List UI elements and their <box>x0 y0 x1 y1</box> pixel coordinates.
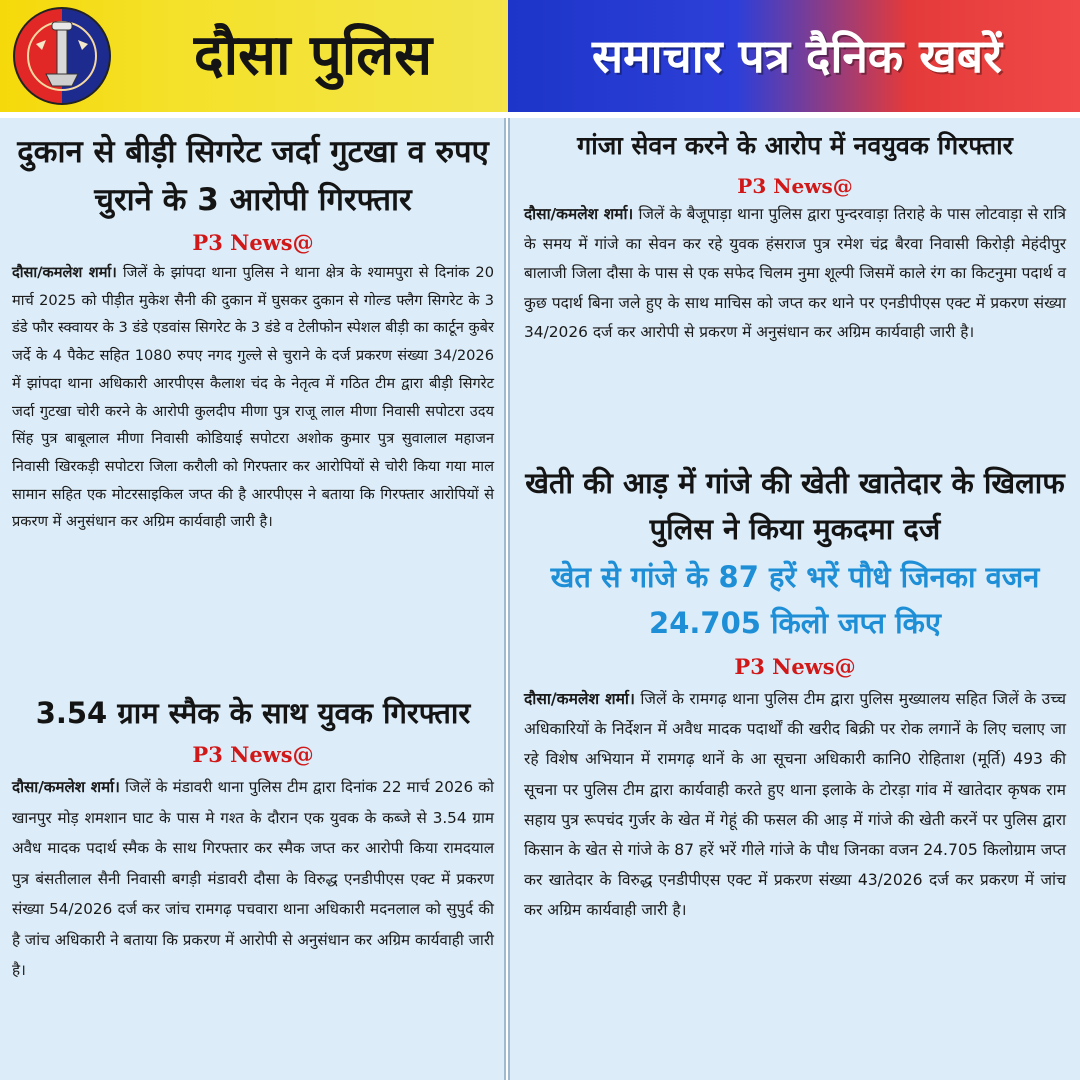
article-2-text <box>12 772 494 986</box>
article-1-headline: दुकान से बीड़ी सिगरेट जर्दा गुटखा व रुपए चुराने के 3 आरोपी गिरफ्तार <box>17 134 489 218</box>
article-1 <box>12 128 494 536</box>
article-2-headline: 3.54 ग्राम स्मैक के साथ युवक गिरफ्तार <box>35 696 471 730</box>
article-4-headline: खेती की आड़ में गांजे की खेती खातेदार के खिलाफ पुलिस ने किया मुकदमा दर्ज <box>525 466 1065 546</box>
masthead-title: दौसा पुलिस <box>193 23 433 88</box>
article-2-byline: दौसा/कमलेश शर्मा। <box>12 778 120 796</box>
police-emblem-icon <box>6 4 118 108</box>
left-column <box>0 118 506 1080</box>
article-3-byline: दौसा/कमलेश शर्मा। <box>524 205 634 223</box>
article-4-subheadline: खेत से गांजे के 87 हरें भरें पौधे जिनका वजन 24.705 किलो जप्त किए <box>550 560 1040 640</box>
article-1-source: P3 News@ <box>192 230 314 255</box>
article-3 <box>524 126 1066 348</box>
article-4 <box>524 460 1066 926</box>
article-2-body: जिलें के मंडावरी थाना पुलिस टीम द्वारा दिनांक 22 मार्च 2026 को खानपुर मोड़ शमशान घाट के पास मे गश्त के दौरान एक युवक के कब्जे से 3.54 ग्राम अवैध मादक पदार्थ स्मैक के साथ गिरफ्तार कर स्मैक जप्त कर आरोपी किया रामदयाल पुत्र बंसतीलाल सैनी निवासी बगड़ी मंडावरी दौसा के विरुद्ध एनडीपीएस एक्ट में प्रकरण संख्या 54/2026 दर्ज कर जांच रामगढ़ पचवारा थाना अधिकारी मदनलाल को सुपुर्द की है जांच अधिकारी ने बताया कि प्रकरण में आरोपी से अनुसंधान कर अग्रिम कार्यवाही जारी है। <box>12 778 494 979</box>
article-4-text <box>524 684 1066 926</box>
masthead <box>0 0 1080 112</box>
article-1-body: जिलें के झांपदा थाना पुलिस ने थाना क्षेत्र के श्यामपुरा से दिनांक 20 मार्च 2025 को पीड़ीत मुकेश सैनी की दुकान में घुसकर दुकान से गोल्ड फ्लैग सिगरेट के 3 डंडे फौर स्क्वायर के 3 डंडे एडवांस सिगरेट के 3 डंडे व टेलीफोन स्पेशल बीड़ी का कार्टून कुबेर जर्दे के 4 पैकेट सहित 1080 रुपए नगद गुल्ले से चुराने के दर्ज प्रकरण संख्या 34/2026 में झांपदा थाना अधिकारी आरपीएस कैलाश चंद के नेतृत्व में गठित टीम द्वारा बीड़ी सिगरेट जर्दा गुटखा चोरी करने के आरोपी कुलदीप मीणा पुत्र राजू लाल मीणा निवासी सपोटरा उदय सिंह पुत्र बाबूलाल मीणा निवासी कोडियाई सपोटरा अशोक कुमार पुत्र सुवालाल महाजन निवासी खिरकड़ी सपोटरा जिला करौली को गिरफ्तार कर आरोपियों से चोरी किया गया माल सामान सहित एक मोटरसाइकिल जप्त की है आरपीएस ने बताया कि गिरफ्तार आरोपियों से प्रकरण में अनुसंधान कर अग्रिम कार्यवाही जारी है। <box>12 264 494 531</box>
article-1-byline: दौसा/कमलेश शर्मा। <box>12 264 117 281</box>
right-column <box>508 118 1080 1080</box>
article-2 <box>12 690 494 986</box>
masthead-subtitle: समाचार पत्र दैनिक खबरें <box>592 29 1002 83</box>
article-2-source: P3 News@ <box>192 742 314 767</box>
article-3-text <box>524 200 1066 348</box>
article-4-body: जिलें के रामगढ़ थाना पुलिस टीम द्वारा पुलिस मुख्यालय सहित जिलें के उच्च अधिकारियों के निर्देशन में अवैध मादक पदार्थों की खरीद बिक्री पर रोक लगानें के लिए चलाए जा रहे विशेष अभियान में रामगढ़ थानें के आ सूचना अधिकारी कानि0 रोहिताश (मूर्ति) 493 की सूचना पर पुलिस टीम द्वारा कार्यवाही करते हुए थाना इलाके के टोरड़ा गांव में खातेदार कृषक राम सहाय पुत्र रूपचंद गुर्जर के खेत में गेहूं की फसल की आड़ में गांजे की खेती करनें पर पुलिस द्वारा किसान के खेत से गांजे के 87 हरें भरें गीले गांजे के पौध जिनका वजन 24.705 किलोग्राम जप्त कर खातेदार के विरुद्ध एनडीपीएस एक्ट में प्रकरण संख्या 43/2026 दर्ज कर प्रकरण में जांच कर अग्रिम कार्यवाही जारी है। <box>524 690 1066 920</box>
article-3-headline: गांजा सेवन करने के आरोप में नवयुवक गिरफ्तार <box>577 131 1013 160</box>
article-3-source: P3 News@ <box>737 174 853 198</box>
article-4-source: P3 News@ <box>734 654 856 679</box>
article-3-body: जिलें के बैजूपाड़ा थाना पुलिस द्वारा पुन्दरवाड़ा तिराहे के पास लोटवाड़ा से रात्रि के समय में गांजे का सेवन कर रहे युवक हंसराज पुत्र रमेश चंद्र बैरवा निवासी किरोड़ी मेहंदीपुर बालाजी जिला दौसा के पास से एक सफेद चिलम नुमा शूल्पी जिसमें काले रंग का किटनुमा पदार्थ व कुछ पदार्थ बिना जले हुए के साथ माचिस को जप्त कर थाने पर एनडीपीएस एक्ट में प्रकरण संख्या 34/2026 दर्ज कर आरोपी से प्रकरण में अनुसंधान कर अग्रिम कार्यवाही जारी है। <box>524 205 1066 341</box>
article-4-byline: दौसा/कमलेश शर्मा। <box>524 690 635 708</box>
article-1-text <box>12 259 494 536</box>
